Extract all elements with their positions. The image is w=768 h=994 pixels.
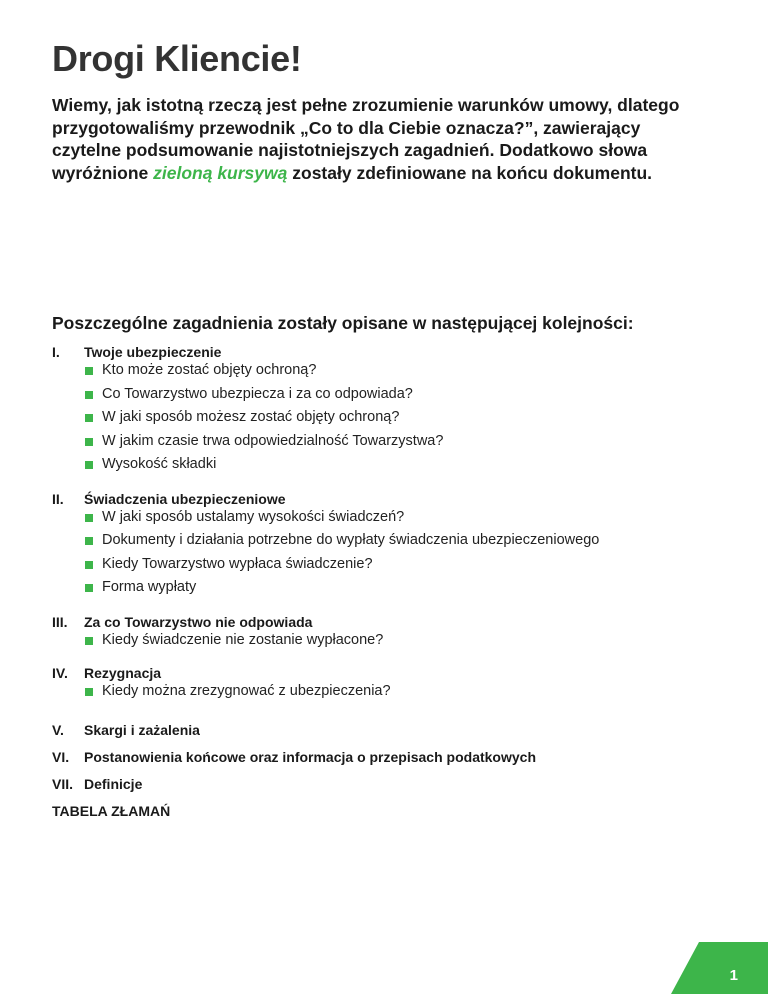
- list-item: [52, 631, 732, 655]
- bullet-list: [52, 508, 732, 602]
- list-item-text: Kto może zostać objęty ochroną?: [102, 362, 317, 378]
- toc-section-4: [52, 664, 732, 706]
- section-header: [52, 343, 732, 361]
- intro-text-end: zostały zdefiniowane na końcu dokumentu.: [292, 162, 653, 183]
- bullet-square-icon: [85, 537, 93, 545]
- bullet-square-icon: [85, 688, 93, 696]
- list-item-text: Forma wypłaty: [102, 579, 197, 595]
- list-item-text: Dokumenty i działania potrzebne do wypłaty świadczenia ubezpieczeniowego: [102, 532, 600, 548]
- section-header: [52, 664, 732, 682]
- section-title: Definicje: [84, 775, 143, 792]
- section-number: IV.: [52, 665, 68, 681]
- list-item: [52, 455, 732, 479]
- list-item-text: Kiedy świadczenie nie zostanie wypłacone?: [102, 631, 384, 648]
- bullet-square-icon: [85, 461, 93, 469]
- section-header: [52, 613, 732, 631]
- intro-highlight: zieloną kursywą: [153, 162, 288, 183]
- bullet-square-icon: [85, 414, 93, 422]
- list-item: [52, 508, 732, 532]
- toc-section-5: [52, 721, 732, 739]
- bullet-square-icon: [85, 514, 93, 522]
- list-item-text: W jaki sposób możesz zostać objęty ochroną?: [102, 409, 400, 425]
- list-item: [52, 578, 732, 602]
- section-title: Skargi i zażalenia: [84, 721, 200, 738]
- list-item-text: Wysokość składki: [102, 456, 217, 472]
- bullet-square-icon: [85, 438, 93, 446]
- section-number: VI.: [52, 748, 70, 765]
- toc-section-2: [52, 490, 732, 602]
- list-item: [52, 432, 732, 456]
- section-header: [52, 721, 732, 739]
- list-item: [52, 555, 732, 579]
- list-item: [52, 361, 732, 385]
- section-title: Za co Towarzystwo nie odpowiada: [84, 613, 313, 630]
- intro-text-start: Wiemy, jak istotną rzeczą jest pełne zrozumienie warunków umowy, dlatego przygotowaliśmy przewodnik „Co to dla Ciebie oznacza?”, zawierający czytelne podsumowanie najistotniejszych zagadnień. Dodatkowo słowa wyróżnione: [52, 95, 680, 183]
- bullet-square-icon: [85, 561, 93, 569]
- bullet-square-icon: [85, 367, 93, 375]
- list-item: [52, 385, 732, 409]
- section-title: Świadczenia ubezpieczeniowe: [84, 490, 286, 507]
- section-title: Postanowienia końcowe oraz informacja o przepisach podatkowych: [84, 748, 536, 765]
- list-item-text: W jaki sposób ustalamy wysokości świadczeń?: [102, 508, 405, 525]
- list-item-text: Kiedy Towarzystwo wypłaca świadczenie?: [102, 555, 373, 572]
- toc-section-1: [52, 343, 732, 479]
- section-title: Rezygnacja: [84, 665, 162, 681]
- section-header: [52, 490, 732, 508]
- bullet-square-icon: [85, 637, 93, 645]
- toc-section-3: [52, 613, 732, 655]
- list-item: [52, 682, 732, 706]
- section-header: [52, 748, 732, 766]
- tabela-zlaman-entry: TABELA ZŁAMAŃ: [52, 802, 171, 819]
- section-number: I.: [52, 344, 60, 360]
- section-title: Twoje ubezpieczenie: [84, 344, 222, 360]
- section-header: [52, 775, 732, 793]
- list-item: [52, 408, 732, 432]
- toc-heading: Poszczególne zagadnienia zostały opisane w następującej kolejności:: [52, 313, 634, 333]
- toc-section-6: [52, 748, 732, 766]
- table-of-contents: [52, 343, 732, 820]
- list-item-text: Kiedy można zrezygnować z ubezpieczenia?: [102, 683, 391, 699]
- list-item-text: Co Towarzystwo ubezpiecza i za co odpowiada?: [102, 385, 413, 402]
- bullet-square-icon: [85, 584, 93, 592]
- bullet-list: [52, 682, 732, 706]
- page-title: Drogi Kliencie!: [52, 38, 302, 79]
- section-number: VII.: [52, 775, 74, 792]
- toc-section-7: [52, 775, 732, 793]
- section-number: II.: [52, 490, 64, 507]
- bullet-list: [52, 631, 732, 655]
- list-item-text: W jakim czasie trwa odpowiedzialność Towarzystwa?: [102, 432, 444, 449]
- bullet-square-icon: [85, 391, 93, 399]
- bullet-list: [52, 361, 732, 479]
- section-number: V.: [52, 721, 64, 738]
- list-item: [52, 531, 732, 555]
- page-number: 1: [729, 967, 738, 984]
- page-corner-tab: [671, 942, 768, 994]
- intro-paragraph: [52, 94, 692, 184]
- section-number: III.: [52, 613, 68, 630]
